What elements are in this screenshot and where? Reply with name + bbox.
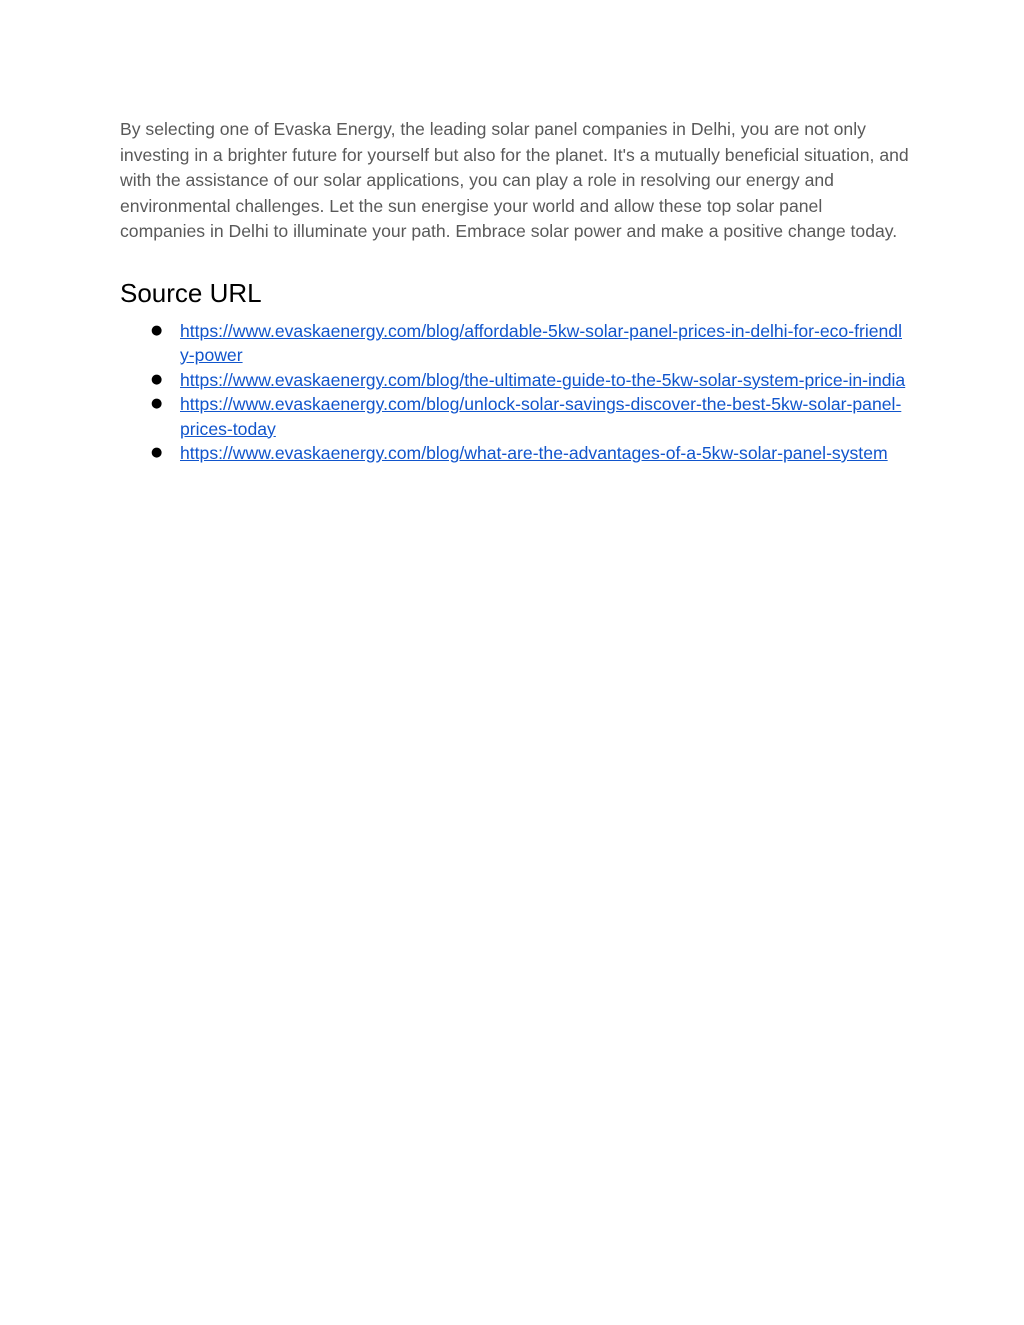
bullet-icon: ● <box>151 396 163 411</box>
list-item <box>120 441 910 466</box>
list-item <box>120 392 910 441</box>
source-link-4[interactable]: https://www.evaskaenergy.com/blog/what-are-the-advantages-of-a-5kw-solar-panel-system <box>180 443 888 463</box>
document-page <box>120 117 910 466</box>
bullet-icon: ● <box>151 445 163 460</box>
bullet-icon: ● <box>151 371 163 387</box>
list-item <box>120 368 910 393</box>
source-link-2[interactable]: https://www.evaskaenergy.com/blog/the-ultimate-guide-to-the-5kw-solar-system-price-in-india <box>180 369 906 390</box>
body-paragraph: By selecting one of Evaska Energy, the leading solar panel companies in Delhi, you are not only investing in a brighter future for yourself but also for the planet. It's a mutually beneficial situation, and with the assistance of our solar applications, you can play a role in resolving our energy and environmental challenges. Let the sun energise your world and allow these top solar panel companies in Delhi to illuminate your path. Embrace solar power and make a positive change today. <box>120 119 909 241</box>
list-item <box>120 319 910 368</box>
section-heading-source-url: Source URL <box>120 277 262 308</box>
source-link-1[interactable]: https://www.evaskaenergy.com/blog/affordable-5kw-solar-panel-prices-in-delhi-for-eco-friendly-power <box>180 320 902 365</box>
source-link-3[interactable]: https://www.evaskaenergy.com/blog/unlock-solar-savings-discover-the-best-5kw-solar-panel-prices-today <box>180 394 902 439</box>
source-url-list <box>120 319 910 466</box>
bullet-icon: ● <box>151 322 163 338</box>
